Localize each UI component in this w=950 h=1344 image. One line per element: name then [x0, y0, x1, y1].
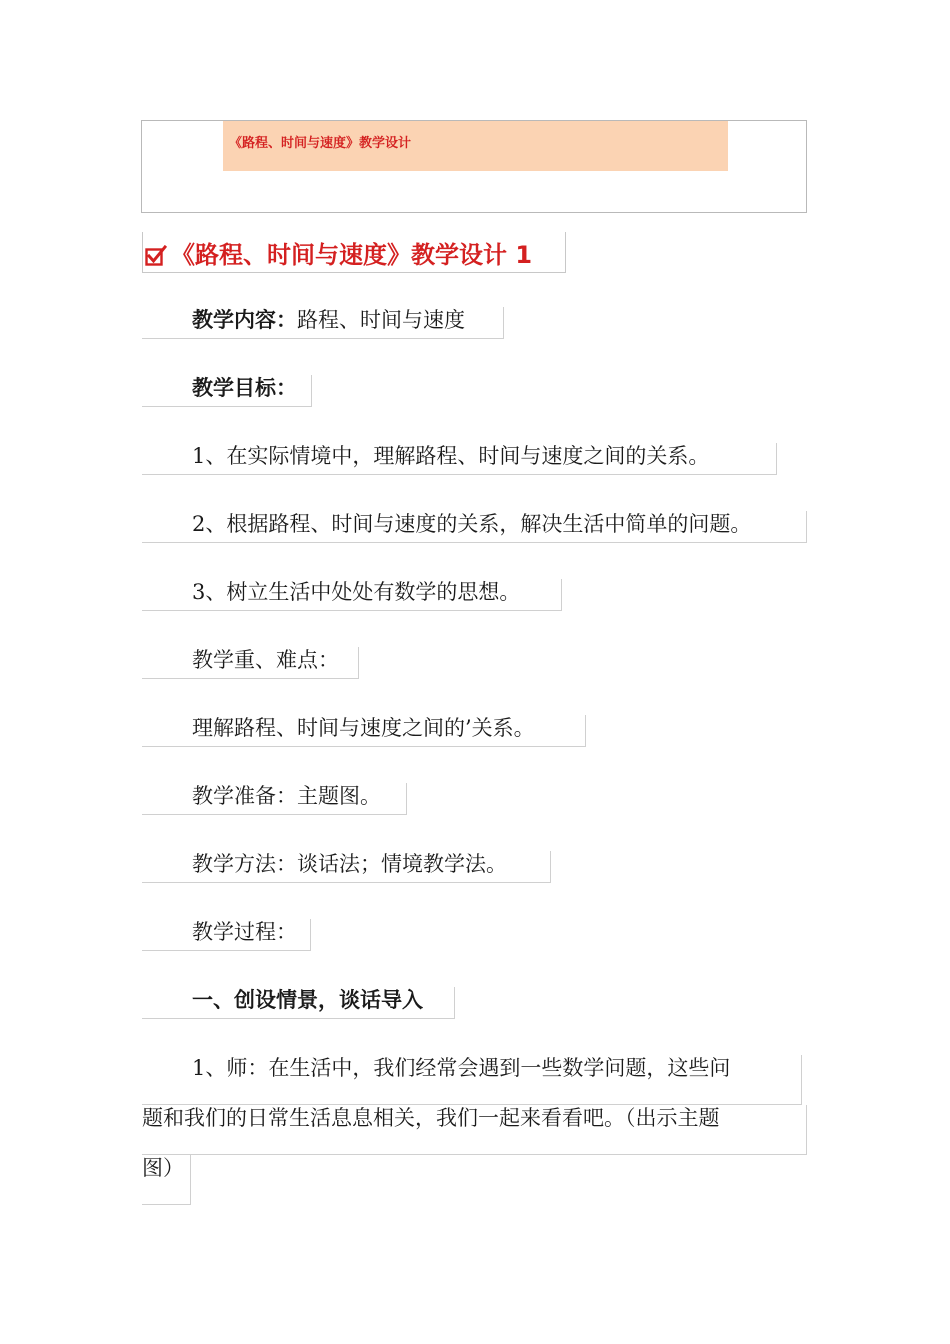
- preparation-line: 教学准备：主题图。: [142, 783, 407, 815]
- content-value: 路程、时间与速度: [297, 308, 465, 332]
- paragraph-1-line-2: 题和我们的日常生活息息相关，我们一起来看看吧。（出示主题: [142, 1105, 807, 1155]
- process-label: 教学过程：: [142, 919, 311, 951]
- header-box: [141, 120, 807, 213]
- methods-line: 教学方法：谈话法；情境教学法。: [142, 851, 551, 883]
- key-points-label: 教学重、难点：: [142, 647, 359, 679]
- section-1-heading: 一、创设情景，谈话导入: [142, 987, 455, 1019]
- document-title: [142, 232, 566, 273]
- checkbox-checked-icon: [145, 245, 167, 267]
- header-title: 《路程、时间与速度》教学设计: [229, 136, 412, 151]
- paragraph-1-line-3: 图）: [142, 1155, 191, 1205]
- goal-item-1: 1、在实际情境中，理解路程、时间与速度之间的关系。: [142, 443, 777, 475]
- paragraph-1-line-1: 1、师：在生活中，我们经常会遇到一些数学问题，这些问: [142, 1055, 802, 1105]
- key-points-value: 理解路程、时间与速度之间的’关系。: [142, 715, 586, 747]
- content-line: [142, 307, 504, 339]
- paragraph-1: [142, 1055, 807, 1205]
- goal-item-2: 2、根据路程、时间与速度的关系，解决生活中简单的问题。: [142, 511, 807, 543]
- document-title-text: 《路程、时间与速度》教学设计 1: [171, 240, 533, 269]
- goals-label: 教学目标：: [142, 375, 312, 407]
- content-label: 教学内容：: [192, 308, 297, 332]
- header-banner: [223, 121, 728, 171]
- goal-item-3: 3、树立生活中处处有数学的思想。: [142, 579, 562, 611]
